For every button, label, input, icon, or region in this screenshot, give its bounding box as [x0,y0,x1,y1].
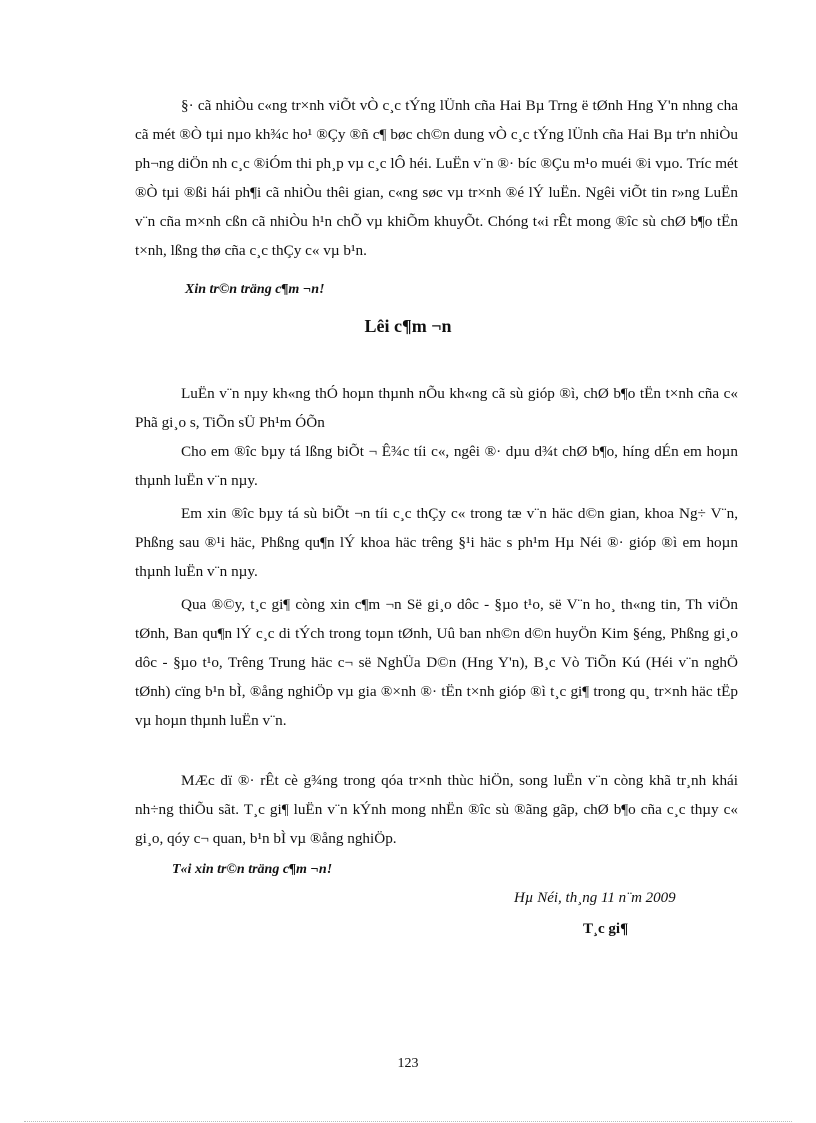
section-heading: Lêi c¶m ¬n [364,316,452,336]
page-bottom-rule [24,1121,792,1122]
closing-thanks-1: Xin tr©n träng c¶m ¬n! [185,282,325,297]
acknowledgement-paragraph-1: LuËn v¨n nµy kh«ng thÓ hoµn thµnh nÕu kh«ng cã sù gióp ®ì, chØ b¶o tËn t×nh cña c« Phã gi¸o s, TiÕn sÜ Ph¹m ÓÕn [135,385,738,431]
signature-date: Hµ Néi, th¸ng 11 n¨m 2009 [514,890,676,906]
intro-paragraph: §· cã nhiÒu c«ng tr×nh viÕt vÒ c¸c tÝng lÜnh cña Hai Bµ Trng ë tØnh Hng Y'n nhng cha cã mét ®Ò tµi nµo kh¾c ho¹ ®Çy ®ñ c¶ bøc ch©n dung vÒ c¸c tÝng lÜnh cña Hai Bµ tr'n nhiÒu ph¬ng diÖn nh c¸c ®iÓm thi ph¸p vµ c¸c lÔ héi. LuËn v¨n ®· bíc ®Çu m¹o muéi ®i vµo. Tríc mét ®Ò tµi ®ßi hái ph¶i cã nhiÒu thêi gian, c«ng søc vµ tr×nh ®é lÝ luËn. Ngêi viÕt tin r»ng LuËn v¨n cña m×nh cßn cã nhiÒu h¹n chÕ vµ khiÕm khuyÕt. Chóng t«i rÊt mong ®îc sù chØ b¶o tËn t×nh, lßng thø cña c¸c thÇy c« vµ b¹n. [135,97,738,259]
closing-thanks-2: T«i xin tr©n träng c¶m ¬n! [172,862,333,877]
acknowledgement-paragraph-2: Cho em ®îc bµy tá lßng biÕt ¬ Ê¾c tíi c«, ngêi ®· dµu d¾t chØ b¶o, híng dÉn em hoµn thµnh luËn v¨n nµy. [135,443,738,489]
acknowledgement-paragraph-4: Qua ®©y, t¸c gi¶ còng xin c¶m ¬n Së gi¸o dôc - §µo t¹o, së V¨n ho¸ th«ng tin, Th viÖn tØnh, Ban qu¶n lÝ c¸c di tÝch trong toµn tØnh, Uû ban nh©n d©n huyÖn Kim §éng, Phßng gi¸o dôc - §µo t¹o, Trêng Trung häc c¬ së NghÜa D©n (Hng Y'n), B¸c Vò TiÕn Kú (Héi v¨n nghÖ tØnh) cïng b¹n bÌ, ®ång nghiÖp vµ gia ®×nh ®· tËn t×nh gióp ®ì t¸c gi¶ trong qu¸ tr×nh häc tËp vµ hoµn thµnh luËn v¨n. [135,596,738,729]
acknowledgement-paragraph-5: MÆc dï ®· rÊt cè g¾ng trong qóa tr×nh thùc hiÖn, song luËn v¨n còng khã tr¸nh khái nh÷ng thiÕu sãt. T¸c gi¶ luËn v¨n kÝnh mong nhËn ®îc sù ®ãng gãp, chØ b¶o cña c¸c thµy c« gi¸o, qóy c¬ quan, b¹n bÌ vµ ®ång nghiÖp. [135,772,738,847]
acknowledgement-paragraph-3: Em xin ®îc bµy tá sù biÕt ¬n tíi c¸c thÇy c« trong tæ v¨n häc d©n gian, khoa Ng÷ V¨n, Phßng sau ®¹i häc, Phßng qu¶n lÝ khoa häc trêng §¹i häc s ph¹m Hµ Néi ®· gióp ®ì em hoµn thµnh luËn v¨n nµy. [135,505,738,580]
signature-author: T¸c gi¶ [583,921,629,937]
page-number: 123 [397,1056,419,1071]
